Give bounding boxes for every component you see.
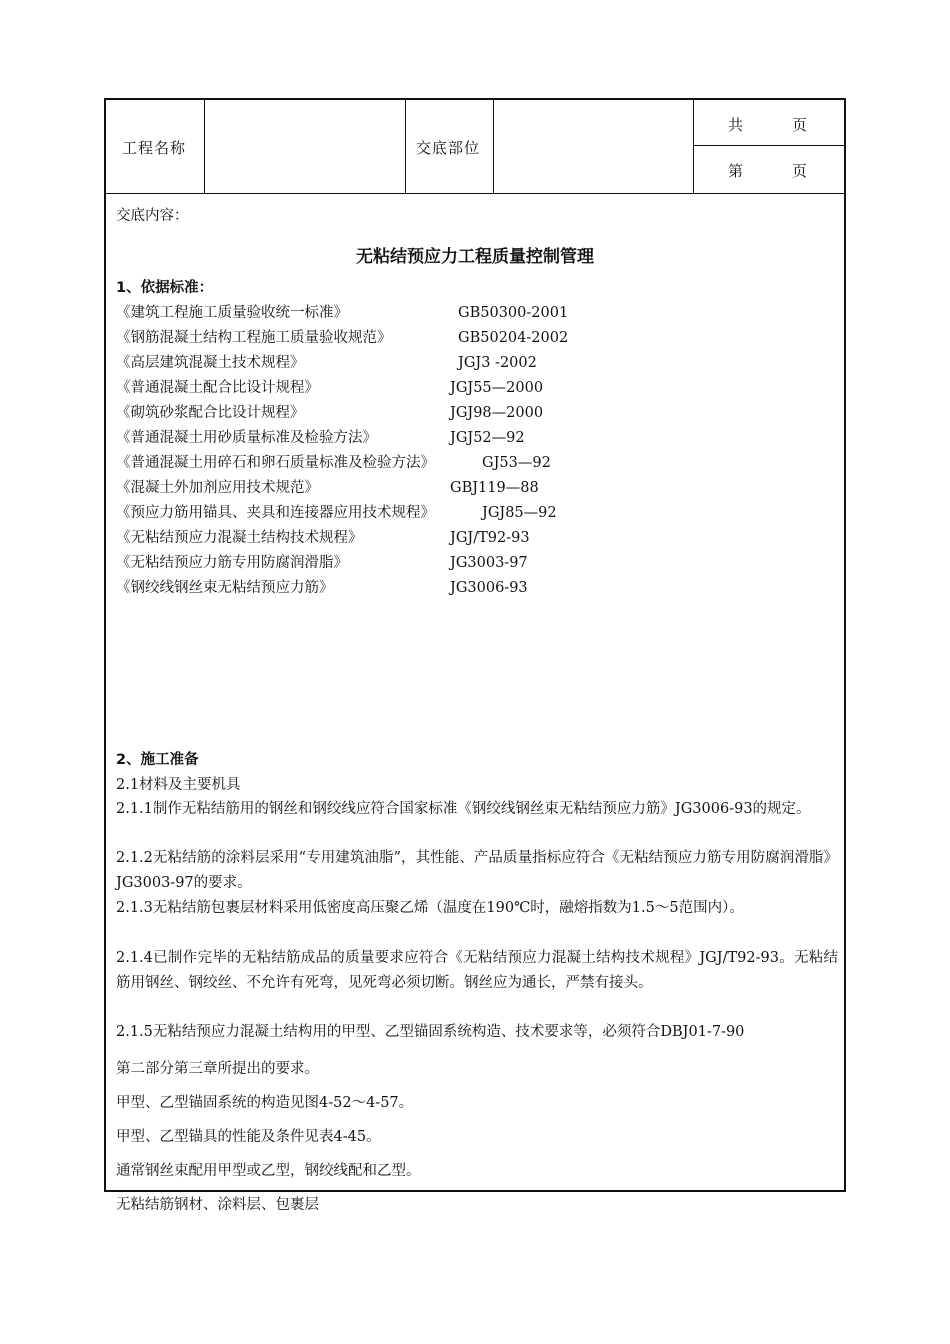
standard-code: JGJ52—92 (450, 430, 525, 446)
project-name-label: 工程名称 (122, 139, 187, 157)
handover-form (104, 98, 846, 1213)
paragraph: 甲型、乙型锚具的性能及条件见表4-45。 (116, 1129, 381, 1145)
paragraph: 无粘结筋钢材、涂料层、包裹层 (116, 1197, 319, 1213)
divider (693, 100, 694, 193)
standard-name: 《砌筑砂浆配合比设计规程》 (116, 405, 305, 421)
divider (493, 100, 494, 193)
paragraph: 2.1.3无粘结筋包裹层材料采用低密度高压聚乙烯（温度在190℃时，融熔指数为1.5～5范围内）。 (116, 900, 744, 916)
standard-code: GBJ119—88 (450, 480, 539, 496)
standard-name: 《钢绞线钢丝束无粘结预应力筋》 (116, 580, 334, 596)
paragraph: 2.1.5无粘结预应力混凝土结构用的甲型、乙型锚固系统构造、技术要求等，必须符合DBJ01-7-90 (116, 1024, 745, 1040)
subsection-heading: 2.1材料及主要机具 (116, 777, 241, 793)
total-pages: 共 页 (728, 116, 809, 134)
standard-code: JGJ/T92-93 (450, 530, 530, 546)
handover-part-label: 交底部位 (416, 139, 481, 157)
standard-name: 《高层建筑混凝土技术规程》 (116, 355, 305, 371)
divider (204, 100, 205, 193)
paragraph: 甲型、乙型锚固系统的构造见图4-52～4-57。 (116, 1095, 414, 1111)
standard-code: JG3003-97 (450, 555, 528, 571)
paragraph: 通常钢丝束配用甲型或乙型，钢绞线配和乙型。 (116, 1163, 421, 1179)
standard-name: 《建筑工程施工质量验收统一标准》 (116, 305, 348, 321)
standard-name: 《无粘结预应力筋专用防腐润滑脂》 (116, 555, 348, 571)
standard-name: 《钢筋混凝土结构工程施工质量验收规范》 (116, 330, 392, 346)
divider (405, 100, 406, 193)
paragraph: 第二部分第三章所提出的要求。 (116, 1061, 319, 1077)
standard-code: JGJ55—2000 (450, 380, 544, 396)
content-label: 交底内容： (116, 208, 189, 224)
page-number: 第 页 (728, 162, 809, 180)
section-1-heading: 1、依据标准： (116, 280, 214, 296)
standard-code: GB50204-2002 (458, 330, 569, 346)
paragraph: 2.1.1制作无粘结筋用的钢丝和钢绞线应符合国家标准《钢绞线钢丝束无粘结预应力筋》JG3006-93的规定。 (116, 801, 811, 817)
paragraph: 2.1.2无粘结筋的涂料层采用“专用建筑油脂”，其性能、产品质量指标应符合《无粘结预应力筋专用防腐润滑脂》JG3003-97的要求。 (116, 850, 838, 891)
standard-code: JGJ98—2000 (450, 405, 544, 421)
standard-code: JGJ85—92 (482, 505, 557, 521)
standard-name: 《混凝土外加剂应用技术规范》 (116, 480, 319, 496)
section-2-heading: 2、施工准备 (116, 752, 199, 768)
standard-name: 《普通混凝土配合比设计规程》 (116, 380, 319, 396)
standard-name: 《普通混凝土用砂质量标准及检验方法》 (116, 430, 377, 446)
standard-code: GB50300-2001 (458, 305, 569, 321)
standard-code: JG3006-93 (450, 580, 528, 596)
form-header (106, 100, 844, 194)
divider (693, 145, 844, 146)
standard-name: 《无粘结预应力混凝土结构技术规程》 (116, 530, 363, 546)
paragraph: 2.1.4已制作完毕的无粘结筋成品的质量要求应符合《无粘结预应力混凝土结构技术规程》JGJ/T92-93。无粘结筋用钢丝、钢绞丝、不允许有死弯，见死弯必须切断。钢丝应为通长，严禁有接头。 (116, 950, 838, 991)
standard-name: 《预应力筋用锚具、夹具和连接器应用技术规程》 (116, 505, 435, 521)
document-title: 无粘结预应力工程质量控制管理 (356, 247, 594, 267)
standard-code: GJ53—92 (482, 455, 551, 471)
standard-code: JGJ3 -2002 (458, 355, 537, 371)
standard-name: 《普通混凝土用碎石和卵石质量标准及检验方法》 (116, 455, 435, 471)
